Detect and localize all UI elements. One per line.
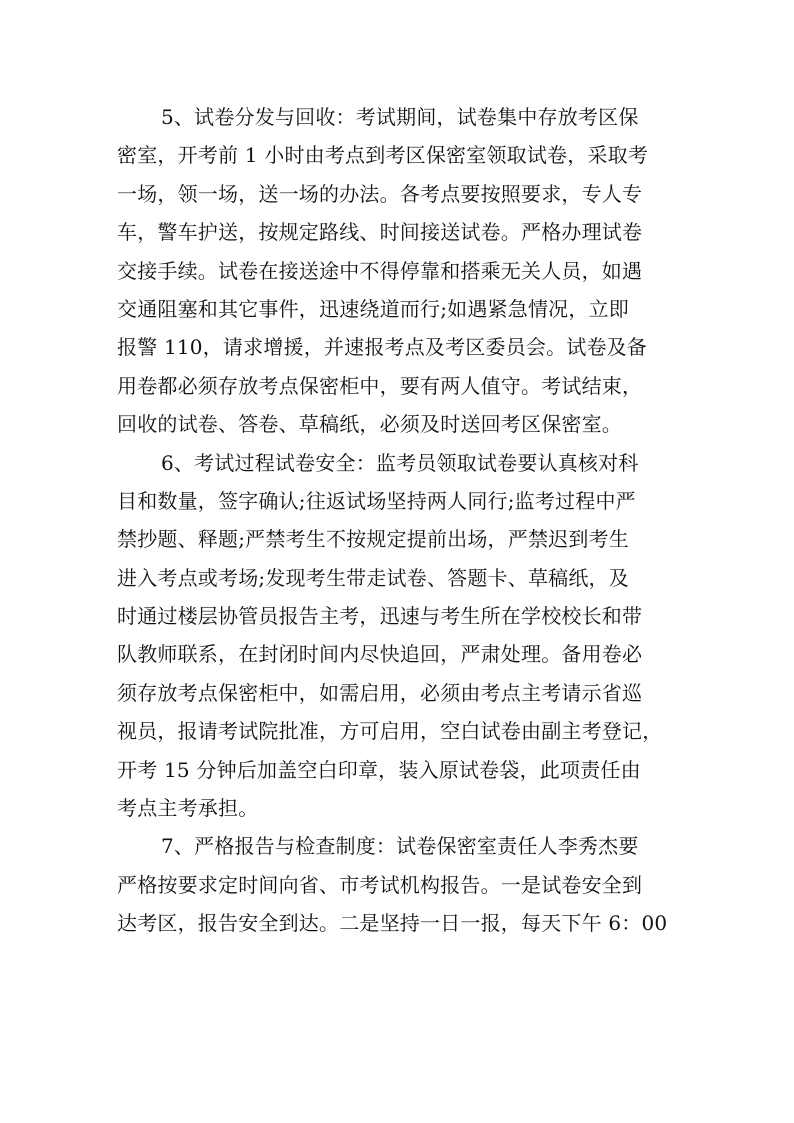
text-line: 交接手续。试卷在接送途中不得停靠和搭乘无关人员，如遇 <box>117 258 643 283</box>
text-line: 时通过楼层协管员报告主考，迅速与考生所在学校校长和带 <box>117 604 643 629</box>
text-line: 目和数量，签字确认;往返试场坚持两人同行;监考过程中严 <box>117 488 636 513</box>
text-line: 达考区，报告安全到达。二是坚持一日一报，每天下午 6：00 <box>117 911 668 936</box>
text-line: 报警 110，请求增援，并速报考点及考区委员会。试卷及备 <box>117 335 648 360</box>
text-line: 须存放考点保密柜中，如需启用，必须由考点主考请示省巡 <box>117 680 643 705</box>
text-line: 回收的试卷、答卷、草稿纸，必须及时送回考区保密室。 <box>117 412 622 437</box>
text-line: 一场，领一场，送一场的办法。各考点要按照要求，专人专 <box>117 181 643 206</box>
document-body <box>117 98 687 943</box>
text-line: 视员，报请考试院批准，方可启用，空白试卷由副主考登记， <box>117 719 663 744</box>
text-line: 车，警车护送，按规定路线、时间接送试卷。严格办理试卷 <box>117 220 643 245</box>
text-line: 禁抄题、释题;严禁考生不按规定提前出场，严禁迟到考生 <box>117 527 629 552</box>
text-line: 用卷都必须存放考点保密柜中，要有两人值守。考试结束， <box>117 373 643 398</box>
text-line: 进入考点或考场;发现考生带走试卷、答题卡、草稿纸，及 <box>117 565 629 590</box>
text-line: 考点主考承担。 <box>117 796 259 821</box>
paragraph-6-heading-line: 6、考试过程试卷安全：监考员领取试卷要认真核对科 <box>161 450 639 475</box>
text-line: 严格按要求定时间向省、市考试机构报告。一是试卷安全到 <box>117 872 643 897</box>
text-line: 密室，开考前 1 小时由考点到考区保密室领取试卷，采取考 <box>117 143 649 168</box>
paragraph-5-heading-line: 5、试卷分发与回收：考试期间，试卷集中存放考区保 <box>161 105 639 129</box>
text-line: 开考 15 分钟后加盖空白印章，装入原试卷袋，此项责任由 <box>117 757 641 782</box>
text-line: 交通阻塞和其它事件，迅速绕道而行;如遇紧急情况，立即 <box>117 296 629 321</box>
text-line: 队教师联系，在封闭时间内尽快追回，严肃处理。备用卷必 <box>117 642 643 667</box>
paragraph-7-heading-line: 7、严格报告与检查制度：试卷保密室责任人李秀杰要 <box>161 834 639 859</box>
